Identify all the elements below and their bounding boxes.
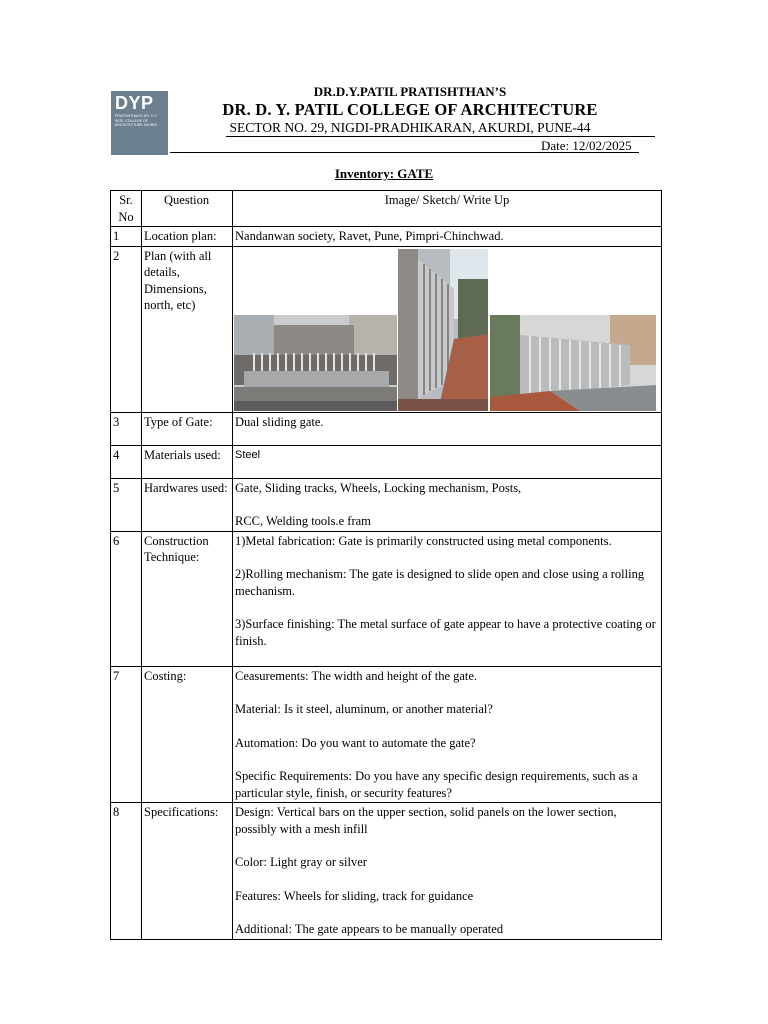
answer-line: 2)Rolling mechanism: The gate is designed to slide open and close using a rolling mechanism. [235, 567, 645, 598]
line-gap [235, 904, 659, 921]
college-address: SECTOR NO. 29, NIGDI-PRADHIKARAN, AKURDI, PUNE-44 [229, 120, 591, 135]
answer-line: Nandanwan society, Ravet, Pune, Pimpri-Chinchwad. [235, 229, 504, 243]
inventory-table [110, 190, 662, 940]
row-question: Specifications: [142, 803, 233, 940]
row-answer [233, 531, 662, 666]
answer-line: Additional: The gate appears to be manually operated [235, 922, 504, 936]
row-question: Costing: [142, 666, 233, 803]
answer-line: Automation: Do you want to automate the gate? [235, 735, 476, 750]
row-sr: 2 [111, 246, 142, 412]
row-answer [233, 803, 662, 940]
line-gap [235, 599, 659, 616]
row-question: Hardwares used: [142, 478, 233, 531]
answer-line: Steel [235, 448, 261, 461]
gate-photos [233, 247, 661, 411]
table-row [111, 803, 662, 940]
header-question: Question [142, 191, 233, 227]
header-sr: Sr. No [111, 191, 142, 227]
row-sr: 1 [111, 227, 142, 247]
gate-photo-angle [490, 315, 656, 411]
row-answer [233, 445, 662, 478]
answer-line: Ceasurements: The width and height of the gate. [235, 668, 478, 683]
line-gap [235, 684, 659, 701]
row-question: Plan (with all details, Dimensions, north, etc) [142, 246, 233, 412]
line-gap [235, 837, 659, 854]
row-sr: 3 [111, 412, 142, 445]
logo-small-text: PRATISHTHAN'S DR. D.Y. PATIL COLLEGE OF ARCHITECTURE AKURDI [115, 114, 158, 128]
table-header-row [111, 191, 662, 227]
line-gap [235, 718, 659, 735]
table-row [111, 531, 662, 666]
table-row [111, 412, 662, 445]
answer-line: 1)Metal fabrication: Gate is primarily constructed using metal components. [235, 533, 612, 548]
line-gap [235, 549, 659, 566]
logo-mark: DYP [115, 93, 154, 113]
row-answer [233, 227, 662, 247]
gate-photo-side [398, 249, 488, 411]
org-name: DR.D.Y.PATIL PRATISHTHAN’S [313, 84, 507, 99]
line-gap [235, 751, 659, 768]
row-answer [233, 478, 662, 531]
answer-line: RCC, Welding tools.e fram [235, 514, 371, 528]
college-logo [111, 91, 168, 155]
line-gap [235, 496, 659, 513]
table-row [111, 246, 662, 412]
answer-line: Dual sliding gate. [235, 414, 324, 429]
row-question: Location plan: [142, 227, 233, 247]
row-sr: 5 [111, 478, 142, 531]
answer-line: Material: Is it steel, aluminum, or another material? [235, 702, 493, 716]
date-rule [170, 152, 639, 153]
answer-line: 3)Surface finishing: The metal surface of gate appear to have a protective coating or finish. [235, 617, 656, 648]
row-sr: 8 [111, 803, 142, 940]
college-name: DR. D. Y. PATIL COLLEGE OF ARCHITECTURE [222, 100, 598, 119]
row-sr: 7 [111, 666, 142, 803]
row-question: Materials used: [142, 445, 233, 478]
row-answer [233, 412, 662, 445]
row-answer [233, 666, 662, 803]
line-gap [235, 871, 659, 888]
table-row [111, 666, 662, 803]
gate-photo-front [234, 315, 397, 411]
table-row [111, 227, 662, 247]
answer-line: Features: Wheels for sliding, track for guidance [235, 888, 474, 903]
document-title: Inventory: GATE [334, 166, 434, 181]
header-answer: Image/ Sketch/ Write Up [233, 191, 662, 227]
table-row [111, 478, 662, 531]
row-question: Type of Gate: [142, 412, 233, 445]
row-sr: 4 [111, 445, 142, 478]
header-rule [226, 136, 655, 137]
row-answer [233, 246, 662, 412]
answer-line: Color: Light gray or silver [235, 855, 367, 869]
answer-line: Specific Requirements: Do you have any specific design requirements, such as a particular style, finish, or security features? [235, 769, 638, 800]
row-question: Construction Technique: [142, 531, 233, 666]
answer-line: Gate, Sliding tracks, Wheels, Locking mechanism, Posts, [235, 480, 522, 495]
table-row [111, 445, 662, 478]
document-date: Date: 12/02/2025 [541, 138, 632, 153]
answer-line: Design: Vertical bars on the upper section, solid panels on the lower section, possibly with a mesh infill [235, 805, 617, 836]
row-sr: 6 [111, 531, 142, 666]
